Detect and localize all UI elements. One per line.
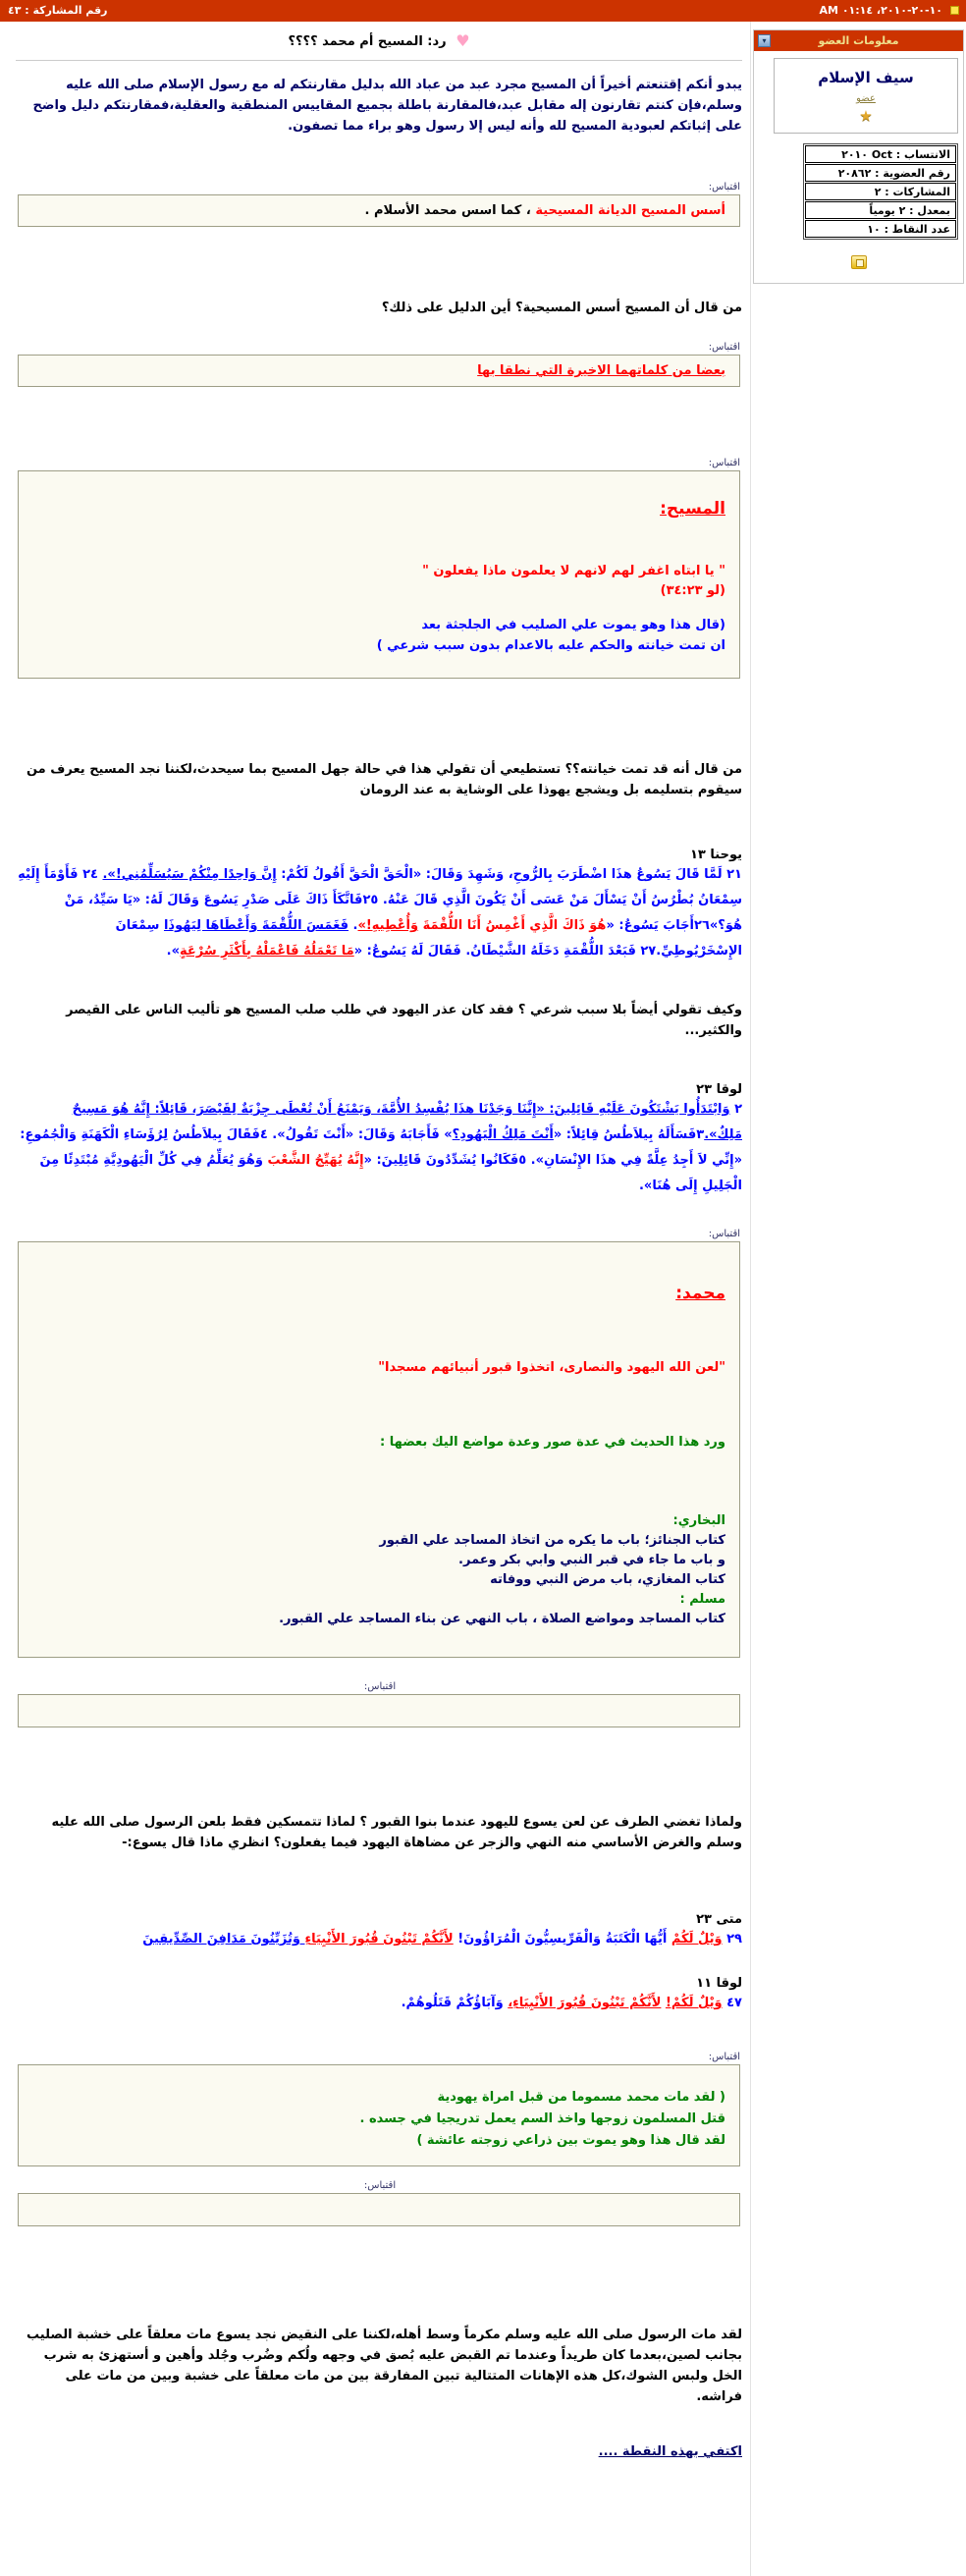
quote-box (18, 355, 740, 387)
quote-block-empty-2 (18, 2180, 740, 2226)
death-comparison-paragraph: لقد مات الرسول صلى الله عليه وسلم مكرماً وسط أهله،لكننا على النقيض نجد يسوع مات معلقاً على خشبة الصليب بجانب لصين،بعدما كان طريداً وعندما تم القبض عليه بُصق في وجهه ولُكم وضُرب وجُلد وأهين و أستهزئ به شرب الخل ولبس الشوك،كل هذه الإهانات المتتالية تبين المفارقة بين من مات معلقاً على خشبة وبين من مات على فراشه. (27, 2328, 742, 2404)
stat-points: عدد النقاط : ١٠ (805, 220, 956, 238)
quote-box-empty (18, 1694, 740, 1727)
verse-segment: لأَنَّكُمْ تَبْنُونَ قُبُورَ الأَنْبِيَاءِ، (508, 1996, 662, 2010)
muslim-line: كتاب المساجد ومواضع الصلاة ، باب النهي عن بناء المساجد علي القبور. (279, 1612, 725, 1626)
verse-segment: أَيُّهَا الْكَتَبَةُ وَالْفَرِّيسِيُّونَ الْمُرَاؤُونَ! (453, 1932, 671, 1946)
quote-label: اقتباس: (363, 2180, 397, 2191)
quote-block-2 (18, 342, 740, 387)
post-title-row (16, 31, 742, 50)
user-title-link[interactable]: عضو (856, 93, 876, 104)
christ-comment-line1: (قال هذا وهو يموت علي الصليب في الجلجثة بعد (421, 618, 725, 632)
stat-join-date: الانتساب : Oct ٢٠١٠ (805, 145, 956, 163)
member-stats-table (803, 143, 958, 240)
quote-box-empty (18, 2193, 740, 2226)
quote-box (18, 2064, 740, 2166)
quoted-last-words: بعضا من كلماتهما الاخيرة التي نطقا بها (477, 363, 725, 378)
stat-post-count: المشاركات : ٢ (805, 183, 956, 200)
luke23-verses (16, 1097, 742, 1199)
christ-comment-line2: ان تمت خيانته والحكم عليه بالاعدام بدون سبب شرعي ) (376, 638, 725, 653)
quote-block-1 (18, 182, 740, 227)
quote-label: اقتباس: (363, 1681, 397, 1692)
john13-heading: يوحنا ١٣ (690, 848, 742, 862)
poison-line: لقد قال هذا وهو يموت بين ذراعي زوجته عائشة ) (416, 2133, 725, 2148)
post-status-icon (950, 6, 959, 15)
member-info-column (750, 22, 966, 2576)
bukhari-line: و باب ما جاء في قبر النبي وابي بكر وعمر. (458, 1553, 725, 1567)
question-paragraph: من قال أن المسيح أسس المسيحية؟ أين الدليل على ذلك؟ (381, 301, 742, 315)
poison-line: ( لقد مات محمد مسموما من قبل امراة يهودية (437, 2090, 725, 2105)
luke11-verses (16, 1991, 742, 2016)
muhammad-heading: محمد: (675, 1284, 725, 1303)
verse-segment: ٢١ لَمَّا قَالَ يَسُوعُ هذَا اضْطَرَبَ بِالرُّوحِ، وَشَهِدَ وَقَالَ: «الْحَقَّ الْحَقَّ أَقُولُ لَكُمْ: (276, 867, 742, 882)
verse-segment: . (349, 918, 358, 933)
closing-line: اكتفي بهذه النقطة .... (598, 2444, 742, 2459)
verse-segment: وَتُزَيِّنُونَ مَدَافِنَ الصِّدِّيقِينَ (142, 1932, 305, 1946)
post-body-column (0, 22, 750, 2576)
verse-segment: ٢٤ فَأَوْمَأَ إِلَيْهِ سِمْعَانُ بُطْرُسُ أَنْ يَسْأَلَ مَنْ عَسَى أَنْ يَكُونَ الَّذِي قَالَ عَنْهُ. ٢٥فَاتَّكَأَ ذَاكَ عَلَى صَدْرِ يَسُوعَ وَقَالَ لَهُ: «يَا سَيِّدُ، مَنْ هُوَ؟»٢٦أَجَابَ يَسُوعُ: « (18, 867, 742, 933)
christ-heading: المسيح: (660, 499, 725, 519)
verse-segment: إِنَّ وَاحِدًا مِنْكُمْ سَيُسَلِّمُنِي!». (102, 867, 277, 882)
verse-segment: لأَنَّكُمْ تَبْنُونَ قُبُورَ الأَنْبِيَاءِ (304, 1932, 454, 1946)
stat-member-number: رقم العضوية : ٢٠٨٦٢ (805, 164, 956, 182)
verse-segment: إِنَّهُ يُهَيِّجُ الشَّعْبَ (267, 1153, 364, 1168)
quote-box (18, 470, 740, 679)
verse-segment: وَيْلٌ لَكُمْ! (665, 1996, 723, 2010)
matthew23-verses (16, 1927, 742, 1952)
verse-segment: وَيْلٌ لَكُمْ (671, 1932, 723, 1946)
verse-segment: فَغَمَسَ اللُّقْمَةَ وَأَعْطَاهَا لِيَهُوذَا (163, 918, 349, 933)
bukhari-label: البخاري: (672, 1513, 725, 1528)
user-star-icon: ★ (859, 107, 873, 125)
luke23-heading: لوقا ٢٣ (696, 1082, 742, 1097)
collapse-icon[interactable] (758, 34, 771, 47)
stat-posts-per-day: بمعدل : ٢ يومياً (805, 201, 956, 219)
verse-segment: ٢٩ (722, 1932, 742, 1946)
intro-paragraph: يبدو أنكم إقتنعتم أخيراً أن المسيح مجرد عبد من عباد الله بدليل مقارنتكم له مع رسول الإسلام صلى الله عليه وسلم،فإن كنتم تقارنون إله مقابل عبد،فالمقارنة باطلة بجميع المقاييس المنطقية والعقلية،فمقارنتكم دليل واضح على إثباتكم لعبودية المسيح لله وأنه ليس إلا رسول وهو براء مما تصفون. (32, 78, 742, 134)
poison-line: قتل المسلمون زوجها واخذ السم يعمل تدريجيا في جسده . (359, 2111, 725, 2126)
matthew23-heading: متى ٢٣ (696, 1912, 742, 1927)
verse-segment: أَنْتَ مَلِكُ الْيَهُودِ؟ (452, 1127, 554, 1142)
user-box (774, 58, 958, 134)
quote-box (18, 1241, 740, 1658)
verse-segment: » فَأَجَابَهُ وَقَالَ: «أَنْتَ تَقُولُ». ٤فَقَالَ بِيلاَطُسُ لِرُؤَسَاءِ الْكَهَنَةِ وَالْجُمُوعِ: «إِنِّي لاَ أَجِدُ عِلَّةً فِي هذَا الإِنْسَانِ». ٥فَكَانُوا يُشَدِّدُونَ قَائِلِينَ: « (20, 1127, 742, 1168)
verse-segment: ٤٧ (722, 1996, 742, 2010)
post-content-area (0, 22, 966, 2576)
quote-block-poison (18, 2052, 740, 2166)
verse-segment: وَأُعْطِيهِ!» (357, 918, 419, 933)
quote-block-muhammad (18, 1229, 740, 1658)
quote-block-empty-1 (18, 1681, 740, 1727)
christ-verse-ref: (لو ٣٤:٢٣) (660, 583, 725, 598)
quote-label: اقتباس: (708, 1229, 740, 1239)
quote-label: اقتباس: (708, 2052, 740, 2062)
quoted-claim-red: أسس المسيح الديانة المسيحية (535, 203, 725, 218)
post-number: رقم المشاركة : ٤٣ (8, 4, 108, 17)
verse-segment: مَا تَعْمَلُهُ فَاعْمَلْهُ بِأَكْثَرِ سُرْعَةٍ (179, 944, 354, 959)
heart-icon: ♥ (456, 31, 470, 50)
quote-label: اقتباس: (708, 342, 740, 353)
muslim-label: مسلم : (679, 1592, 725, 1607)
betrayal-paragraph: من قال أنه قد تمت خيانته؟؟ تستطيعي أن تقولي هذا في حالة جهل المسيح بما سيحدث،لكننا نجد المسيح يعرف من سيقوم بتسليمه بل ويشجع يهوذا على الوشاية به عند الرومان (26, 762, 742, 797)
title-divider (16, 60, 742, 61)
verse-segment: ». (166, 944, 180, 959)
graves-paragraph: ولماذا تغضي الطرف عن لعن يسوع لليهود عندما بنوا القبور ؟ لماذا تتمسكين فقط بلعن الرسول صلى الله عليه وسلم والغرض الأساسي منه النهي والزجر عن مضاهاة اليهود فيما يفعلون؟ انظري ماذا قال يسوع:- (51, 1815, 742, 1850)
verse-segment: ٣فَسَأَلَهُ بِيلاَطُسُ قِائِلاً: « (553, 1127, 705, 1142)
hadith-intro: ورد هذا الحديث في عدة صور وعدة مواضع اليك بعضها : (380, 1435, 725, 1450)
username-link[interactable]: سيف الإسلام (818, 69, 914, 86)
user-action-icon[interactable] (851, 255, 867, 269)
excuse-paragraph: وكيف تقولي أيضاً بلا سبب شرعي ؟ فقد كان عذر اليهود في طلب صلب المسيح هو تأليب الناس على القيصر والكثير... (66, 1003, 742, 1038)
member-info-panel (753, 29, 964, 284)
member-info-header (754, 30, 963, 51)
member-info-title: معلومات العضو (818, 34, 899, 47)
post-title: رد: المسيح أم محمد ؟؟؟؟ (288, 34, 447, 49)
quote-label: اقتباس: (708, 458, 740, 468)
verse-segment: وَهُوَ يُعَلِّمُ فِي كُلِّ الْيَهُودِيَّةِ مُبْتَدِئًا مِنَ الْجَلِيلِ إِلَى هُنَا». (39, 1153, 742, 1193)
quote-label: اقتباس: (708, 182, 740, 192)
christ-quote: " يا ابتاه اغفر لهم لانهم لا يعلمون ماذا يفعلون " (422, 564, 725, 578)
verse-segment: وَابْتَدَأُوا يَشْتَكُونَ عَلَيْهِ قَائِلِينَ: «إِنَّنَا وَجَدْنَا هذَا يُفْسِدُ الأُمَّةَ، وَيَمْنَعُ أَنْ تُعْطَى جِزْيَةٌ لِقَيْصَرَ، قَائِلاً: إِنَّهُ هُوَ مَسِيحٌ مَلِكٌ». (72, 1102, 742, 1142)
bukhari-line: كتاب المغازي، باب مرض النبي ووفاته (490, 1572, 725, 1587)
hadith-text: "لعن الله اليهود والنصارى، اتخذوا قبور أنبيائهم مسجدا" (378, 1360, 725, 1375)
bukhari-line: كتاب الجنائز؛ باب ما يكره من اتخاذ المساجد علي القبور (379, 1533, 725, 1548)
verse-segment: هُوَ ذَاكَ الَّذِي أَغْمِسُ أَنَا اللُّقْمَةَ (418, 918, 607, 933)
quoted-claim-black: ، كما اسس محمد الأسلام . (364, 203, 536, 218)
luke11-heading: لوقا ١١ (696, 1976, 742, 1991)
verse-segment: سِمْعَانَ الإِسْخَرْيُوطِيِّ.٢٧ فَبَعْدَ اللُّقْمَةِ دَخَلَهُ الشَّيْطَانُ. فَقَالَ لَهُ يَسُوعُ: « (115, 918, 742, 959)
quote-box (18, 194, 740, 227)
john13-verses (16, 862, 742, 964)
verse-segment: وَآبَاؤُكُمْ قَتَلُوهُمْ. (401, 1996, 509, 2010)
post-header-bar (0, 0, 966, 22)
quote-block-christ (18, 458, 740, 679)
post-timestamp: ١٠-٢٠-٢٠١٠، ٠١:١٤ AM (819, 4, 942, 17)
verse-segment: ٢ (729, 1102, 742, 1117)
